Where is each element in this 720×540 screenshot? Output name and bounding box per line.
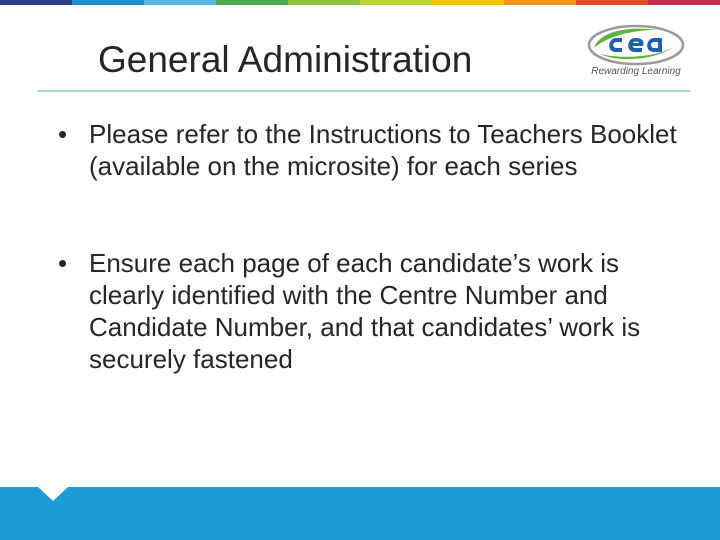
bottom-banner xyxy=(0,487,720,540)
bottom-banner-shape xyxy=(0,487,720,540)
stripe-segment xyxy=(72,0,144,5)
bullet-item xyxy=(58,118,688,182)
ccea-logo-icon xyxy=(586,24,686,66)
stripe-segment xyxy=(504,0,576,5)
slide-title: General Administration xyxy=(98,39,473,80)
stripe-segment xyxy=(432,0,504,5)
bullet-text: Ensure each page of each candidate’s work is clearly identified with the Centre Number and Candidate Number, and that candidates’ work is securely fastened xyxy=(89,248,641,374)
bullet-list xyxy=(58,118,688,375)
bullet-item xyxy=(58,247,688,375)
title-divider xyxy=(38,90,690,92)
bullet-marker: • xyxy=(58,248,68,278)
stripe-segment xyxy=(288,0,360,5)
bullet-marker: • xyxy=(58,119,68,149)
ccea-logo xyxy=(586,24,686,80)
stripe-segment xyxy=(576,0,648,5)
stripe-segment xyxy=(216,0,288,5)
stripe-segment xyxy=(144,0,216,5)
top-color-stripe xyxy=(0,0,720,5)
logo-tagline: Rewarding Learning xyxy=(591,66,681,77)
stripe-segment xyxy=(360,0,432,5)
bullet-text: Please refer to the Instructions to Teachers Booklet (available on the microsite) for each series xyxy=(89,119,677,181)
stripe-segment xyxy=(648,0,720,5)
stripe-segment xyxy=(0,0,72,5)
